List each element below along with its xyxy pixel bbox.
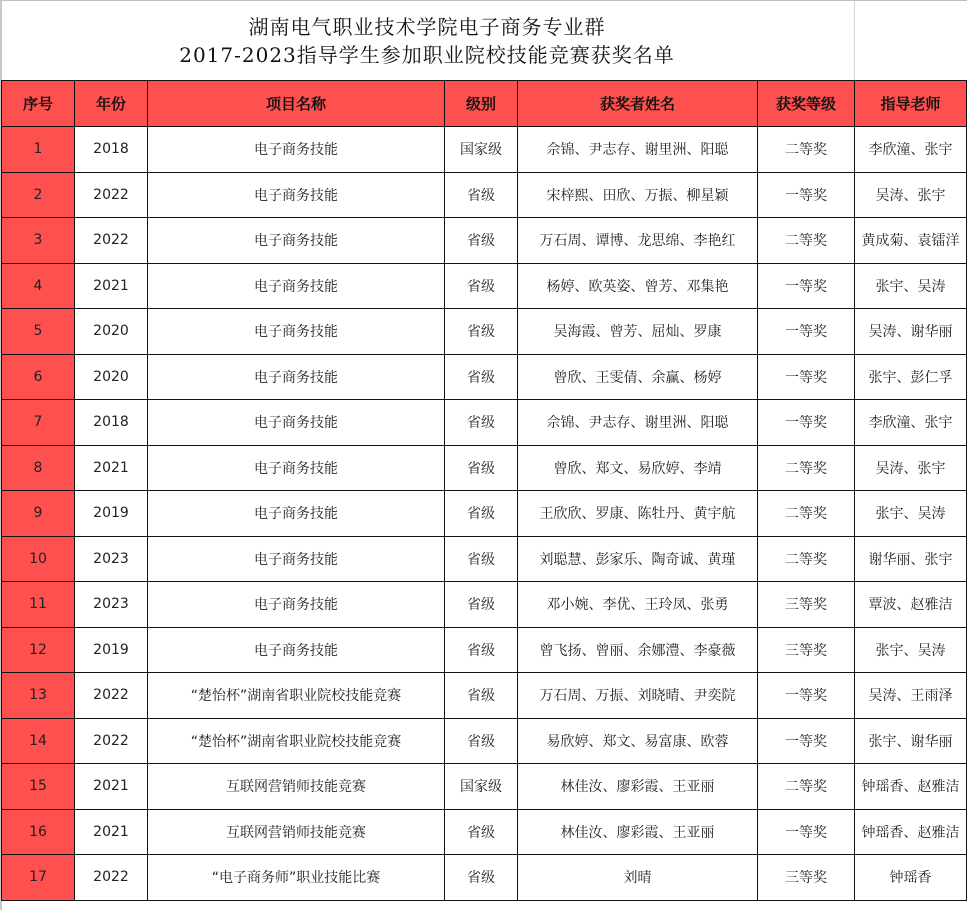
cell-project[interactable]: 电子商务技能: [148, 491, 445, 537]
table-row: [2, 491, 967, 537]
cell-award[interactable]: 三等奖: [758, 627, 855, 673]
cell-year[interactable]: 2022: [75, 855, 148, 901]
table-row: [2, 764, 967, 810]
table-row: [2, 809, 967, 855]
cell-teachers[interactable]: 吴涛、张宇: [855, 172, 967, 218]
table-row: [2, 218, 967, 264]
cell-project[interactable]: 电子商务技能: [148, 582, 445, 628]
sheet-title: [0, 1, 854, 80]
cell-teachers[interactable]: 吴涛、王雨泽: [855, 673, 967, 719]
cell-project[interactable]: 电子商务技能: [148, 536, 445, 582]
cell-index[interactable]: 5: [2, 309, 75, 355]
cell-index[interactable]: 6: [2, 354, 75, 400]
cell-year[interactable]: 2018: [75, 127, 148, 173]
cell-project[interactable]: “楚怡杯”湖南省职业院校技能竞赛: [148, 673, 445, 719]
cell-year[interactable]: 2021: [75, 445, 148, 491]
cell-award[interactable]: 二等奖: [758, 445, 855, 491]
title-line-1: 湖南电气职业技术学院电子商务专业群: [248, 14, 606, 39]
cell-winners[interactable]: 万石周、谭博、龙思绵、李艳红: [518, 218, 758, 264]
cell-project[interactable]: 电子商务技能: [148, 263, 445, 309]
gridline: [854, 1, 855, 80]
cell-index[interactable]: 14: [2, 718, 75, 764]
cell-year[interactable]: 2022: [75, 673, 148, 719]
cell-winners[interactable]: 吴海霞、曾芳、屈灿、罗康: [518, 309, 758, 355]
cell-teachers[interactable]: 钟瑶香: [855, 855, 967, 901]
header-level[interactable]: 级别: [445, 81, 518, 127]
cell-teachers[interactable]: 覃波、赵雅洁: [855, 582, 967, 628]
title-line-2: 2017-2023指导学生参加职业院校技能竞赛获奖名单: [179, 42, 675, 67]
header-award[interactable]: 获奖等级: [758, 81, 855, 127]
cell-award[interactable]: 三等奖: [758, 582, 855, 628]
cell-winners[interactable]: 佘锦、尹志存、谢里洲、阳聪: [518, 400, 758, 446]
cell-index[interactable]: 8: [2, 445, 75, 491]
cell-project[interactable]: 电子商务技能: [148, 309, 445, 355]
awards-table: [1, 80, 967, 901]
cell-award[interactable]: 一等奖: [758, 263, 855, 309]
cell-index[interactable]: 13: [2, 673, 75, 719]
cell-winners[interactable]: 曾欣、王雯倩、余赢、杨婷: [518, 354, 758, 400]
cell-level[interactable]: 省级: [445, 855, 518, 901]
cell-teachers[interactable]: 李欣潼、张宇: [855, 400, 967, 446]
cell-level[interactable]: 省级: [445, 263, 518, 309]
cell-year[interactable]: 2019: [75, 627, 148, 673]
cell-winners[interactable]: 万石周、万振、刘晓晴、尹奕院: [518, 673, 758, 719]
cell-index[interactable]: 10: [2, 536, 75, 582]
cell-year[interactable]: 2023: [75, 582, 148, 628]
cell-index[interactable]: 3: [2, 218, 75, 264]
table-row: [2, 536, 967, 582]
table-row: [2, 172, 967, 218]
cell-teachers[interactable]: 张宇、吴涛: [855, 627, 967, 673]
cell-level[interactable]: 省级: [445, 536, 518, 582]
table-row: [2, 309, 967, 355]
cell-project[interactable]: “楚怡杯”湖南省职业院校技能竞赛: [148, 718, 445, 764]
cell-project[interactable]: 互联网营销师技能竞赛: [148, 764, 445, 810]
cell-index[interactable]: 2: [2, 172, 75, 218]
cell-teachers[interactable]: 李欣潼、张宇: [855, 127, 967, 173]
table-row: [2, 718, 967, 764]
cell-index[interactable]: 9: [2, 491, 75, 537]
cell-winners[interactable]: 宋梓熙、田欣、万振、柳星颖: [518, 172, 758, 218]
table-row: [2, 627, 967, 673]
cell-winners[interactable]: 林佳汝、廖彩霞、王亚丽: [518, 764, 758, 810]
cell-project[interactable]: 电子商务技能: [148, 218, 445, 264]
cell-level[interactable]: 省级: [445, 673, 518, 719]
cell-award[interactable]: 一等奖: [758, 673, 855, 719]
table-row: [2, 400, 967, 446]
table-row: [2, 127, 967, 173]
cell-index[interactable]: 4: [2, 263, 75, 309]
cell-level[interactable]: 省级: [445, 172, 518, 218]
cell-project[interactable]: 电子商务技能: [148, 627, 445, 673]
cell-winners[interactable]: 曾飞扬、曾丽、余娜澧、李豪薇: [518, 627, 758, 673]
header-index[interactable]: 序号: [2, 81, 75, 127]
cell-index[interactable]: 7: [2, 400, 75, 446]
cell-year[interactable]: 2019: [75, 491, 148, 537]
cell-winners[interactable]: 曾欣、郑文、易欣婷、李靖: [518, 445, 758, 491]
cell-teachers[interactable]: 谢华丽、张宇: [855, 536, 967, 582]
cell-year[interactable]: 2022: [75, 218, 148, 264]
cell-year[interactable]: 2021: [75, 809, 148, 855]
cell-project[interactable]: “电子商务师”职业技能比赛: [148, 855, 445, 901]
cell-winners[interactable]: 王欣欣、罗康、陈牡丹、黄宇航: [518, 491, 758, 537]
cell-index[interactable]: 1: [2, 127, 75, 173]
cell-level[interactable]: 省级: [445, 354, 518, 400]
cell-level[interactable]: 省级: [445, 582, 518, 628]
header-teachers[interactable]: 指导老师: [855, 81, 967, 127]
table-row: [2, 855, 967, 901]
cell-year[interactable]: 2020: [75, 354, 148, 400]
cell-level[interactable]: 省级: [445, 718, 518, 764]
cell-winners[interactable]: 佘锦、尹志存、谢里洲、阳聪: [518, 127, 758, 173]
cell-award[interactable]: 二等奖: [758, 218, 855, 264]
cell-teachers[interactable]: 黄成菊、袁镭洋: [855, 218, 967, 264]
cell-index[interactable]: 16: [2, 809, 75, 855]
header-year[interactable]: 年份: [75, 81, 148, 127]
header-row: [2, 81, 967, 127]
cell-teachers[interactable]: 张宇、吴涛: [855, 491, 967, 537]
header-winners[interactable]: 获奖者姓名: [518, 81, 758, 127]
cell-year[interactable]: 2022: [75, 718, 148, 764]
cell-level[interactable]: 省级: [445, 627, 518, 673]
cell-year[interactable]: 2021: [75, 764, 148, 810]
table-row: [2, 673, 967, 719]
cell-award[interactable]: 二等奖: [758, 536, 855, 582]
cell-index[interactable]: 15: [2, 764, 75, 810]
cell-level[interactable]: 国家级: [445, 127, 518, 173]
table-row: [2, 582, 967, 628]
cell-winners[interactable]: 林佳汝、廖彩霞、王亚丽: [518, 809, 758, 855]
cell-award[interactable]: 一等奖: [758, 809, 855, 855]
cell-teachers[interactable]: 张宇、吴涛: [855, 263, 967, 309]
cell-index[interactable]: 11: [2, 582, 75, 628]
cell-winners[interactable]: 邓小婉、李优、王玲凤、张勇: [518, 582, 758, 628]
cell-award[interactable]: 一等奖: [758, 718, 855, 764]
cell-teachers[interactable]: 吴涛、谢华丽: [855, 309, 967, 355]
cell-winners[interactable]: 刘聪慧、彭家乐、陶奇诚、黄瑾: [518, 536, 758, 582]
cell-level[interactable]: 省级: [445, 491, 518, 537]
cell-year[interactable]: 2021: [75, 263, 148, 309]
cell-teachers[interactable]: 张宇、谢华丽: [855, 718, 967, 764]
cell-year[interactable]: 2022: [75, 172, 148, 218]
cell-level[interactable]: 省级: [445, 809, 518, 855]
cell-award[interactable]: 三等奖: [758, 855, 855, 901]
cell-project[interactable]: 电子商务技能: [148, 172, 445, 218]
cell-level[interactable]: 省级: [445, 445, 518, 491]
cell-index[interactable]: 12: [2, 627, 75, 673]
cell-project[interactable]: 电子商务技能: [148, 400, 445, 446]
table-row: [2, 263, 967, 309]
cell-level[interactable]: 省级: [445, 400, 518, 446]
cell-award[interactable]: 二等奖: [758, 764, 855, 810]
cell-level[interactable]: 省级: [445, 218, 518, 264]
cell-teachers[interactable]: 张宇、彭仁孚: [855, 354, 967, 400]
cell-award[interactable]: 一等奖: [758, 400, 855, 446]
cell-winners[interactable]: 杨婷、欧英姿、曾芳、邓集艳: [518, 263, 758, 309]
cell-index[interactable]: 17: [2, 855, 75, 901]
header-project[interactable]: 项目名称: [148, 81, 445, 127]
cell-award[interactable]: 二等奖: [758, 127, 855, 173]
cell-winners[interactable]: 易欣婷、郑文、易富康、欧蓉: [518, 718, 758, 764]
cell-project[interactable]: 电子商务技能: [148, 445, 445, 491]
cell-year[interactable]: 2020: [75, 309, 148, 355]
cell-award[interactable]: 一等奖: [758, 354, 855, 400]
cell-award[interactable]: 二等奖: [758, 491, 855, 537]
cell-teachers[interactable]: 钟瑶香、赵雅洁: [855, 764, 967, 810]
table-row: [2, 354, 967, 400]
cell-year[interactable]: 2023: [75, 536, 148, 582]
cell-award[interactable]: 一等奖: [758, 172, 855, 218]
table-row: [2, 445, 967, 491]
cell-award[interactable]: 一等奖: [758, 309, 855, 355]
cell-project[interactable]: 互联网营销师技能竞赛: [148, 809, 445, 855]
cell-project[interactable]: 电子商务技能: [148, 127, 445, 173]
cell-year[interactable]: 2018: [75, 400, 148, 446]
cell-teachers[interactable]: 钟瑶香、赵雅洁: [855, 809, 967, 855]
cell-level[interactable]: 省级: [445, 309, 518, 355]
cell-level[interactable]: 国家级: [445, 764, 518, 810]
cell-project[interactable]: 电子商务技能: [148, 354, 445, 400]
cell-winners[interactable]: 刘晴: [518, 855, 758, 901]
cell-teachers[interactable]: 吴涛、张宇: [855, 445, 967, 491]
